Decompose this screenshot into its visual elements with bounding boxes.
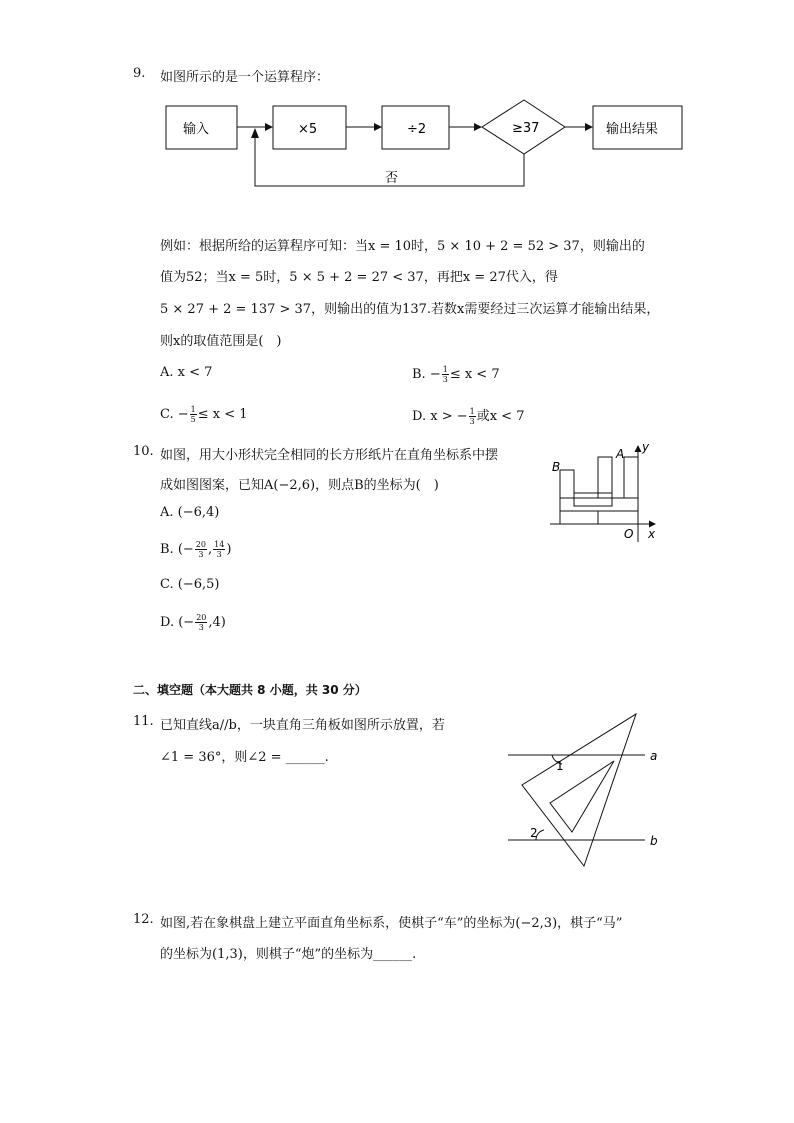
q10-option-c: C. (−6,5) <box>160 577 220 592</box>
q9-line2: 值为52；当x = 5时，5 × 5 + 2 = 27 < 37，再把x = 27代入，得 <box>160 270 558 285</box>
q11-line1: 已知直线a//b，一块直角三角板如图所示放置，若 <box>160 718 445 733</box>
flow-output-label: 输出结果 <box>606 122 659 137</box>
q9-option-a: A. x < 7 <box>160 365 213 380</box>
line-b-label: b <box>650 834 658 848</box>
origin-label: O <box>624 527 634 541</box>
q9-option-b: B. − $\frac{1}{3}$ ≤ x < 7 <box>412 365 500 384</box>
flow-div-label: ÷2 <box>407 122 427 137</box>
section-2-heading: 二、填空题（本大题共 8 小题，共 30 分） <box>133 683 367 697</box>
q9-option-c: C. − $\frac{1}{5}$ ≤ x < 1 <box>160 405 248 424</box>
q10-coordinate-figure <box>540 438 665 548</box>
q10-line1: 如图，用大小形状完全相同的长方形纸片在直角坐标系中摆 <box>160 448 499 463</box>
q11-triangle-figure <box>500 708 670 873</box>
q9-option-d: D. x > − $\frac{1}{3}$ 或x < 7 <box>412 407 525 426</box>
flow-input-label: 输入 <box>183 122 210 137</box>
q9-line1: 例如：根据所给的运算程序可知：当x = 10时，5 × 10 + 2 = 52 > 37，则输出的 <box>160 239 645 254</box>
q9-flowchart <box>160 98 690 193</box>
q11-number: 11. <box>133 714 154 729</box>
q10-option-a: A. (−6,4) <box>160 505 220 520</box>
q9-line3: 5 × 27 + 2 = 137 > 37，则输出的值为137.若数x需要经过三次运算才能输出结果， <box>160 302 660 317</box>
point-a-label: A <box>616 447 625 461</box>
rectangles <box>560 457 638 524</box>
q12-number: 12. <box>133 912 154 927</box>
q9-number: 9. <box>133 66 146 81</box>
line-a-label: a <box>650 749 658 763</box>
y-axis-label: y <box>642 440 650 454</box>
q10-line2: 成如图图案，已知A(−2,6)，则点B的坐标为( ) <box>160 478 439 493</box>
q11-line2: ∠1 = 36°，则∠2 = ______. <box>160 750 329 765</box>
point-b-label: B <box>552 460 561 474</box>
q10-option-b: B. (− $\frac{20}{3}$ , $\frac{14}{3}$ ) <box>160 540 232 559</box>
angle-2-label: 2 <box>530 826 538 840</box>
q12-line2: 的坐标为(1,3)，则棋子“炮”的坐标为______. <box>160 947 417 962</box>
q9-line4: 则x的取值范围是( ) <box>160 334 282 349</box>
q9-stem: 如图所示的是一个运算程序： <box>160 70 330 85</box>
q10-option-d: D. (− $\frac{20}{3}$ ,4) <box>160 613 226 632</box>
flow-cond-label: ≥37 <box>512 121 540 136</box>
q10-number: 10. <box>133 444 154 459</box>
angle-1-label: 1 <box>556 759 564 773</box>
triangle-outer <box>522 714 636 866</box>
q12-line1: 如图,若在象棋盘上建立平面直角坐标系，使棋子“车”的坐标为(−2,3)，棋子“马” <box>160 916 623 931</box>
flow-no-label: 否 <box>385 171 399 186</box>
x-axis-label: x <box>648 527 656 541</box>
flow-mul-label: ×5 <box>298 122 318 137</box>
